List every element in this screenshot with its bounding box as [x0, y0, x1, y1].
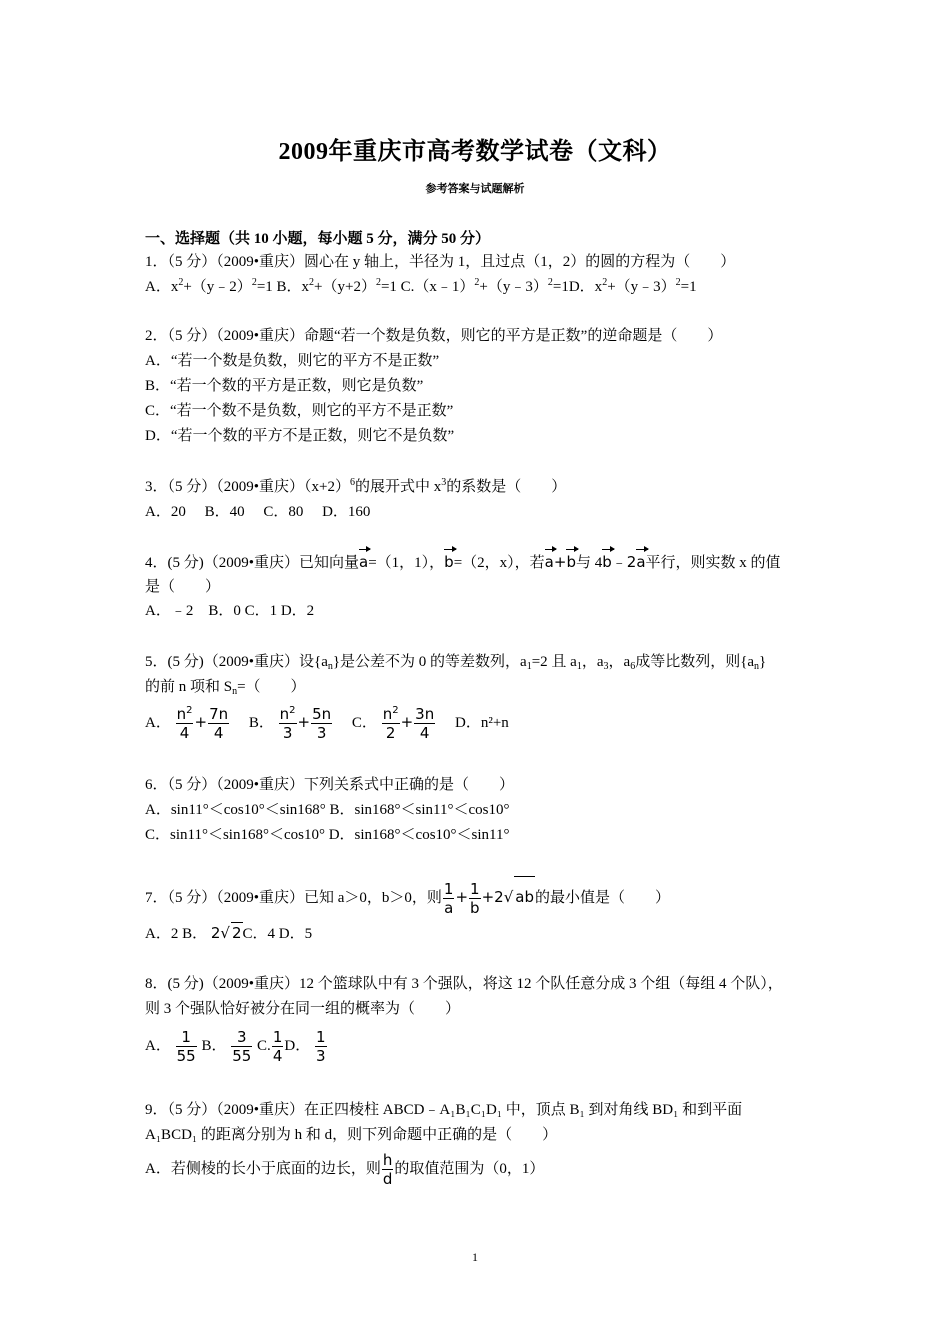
question-3-stem: 3．（5 分）（2009•重庆）$(x+2)^6$的展开式中 $x^3$的系数是（ ） — [145, 477, 567, 495]
question-9-option-a: A．若侧棱的长小于底面的边长，则 $\frac{h}{d}$ 的取值范围为（0，1） — [145, 1151, 545, 1189]
vector-a: a — [359, 553, 369, 571]
question-6-options-2: C．sin11°＜sin168°＜cos10° D．sin168°＜cos10°＜sin11° — [145, 827, 510, 843]
question-8-stem: 8．(5 分)（2009•重庆）12 个篮球队中有 3 个强队，将这 12 个队任意分成 3 个组（每组 4 个队）， — [145, 976, 783, 992]
question-9-stem: 9．（5 分）（2009•重庆）在正四棱柱 ABCD﹣A₁B₁C₁D₁ 中，顶点 B₁ 到对角线 BD₁ 和到平面 — [145, 1102, 743, 1118]
page-number: 1 — [472, 1250, 478, 1264]
question-4-stem: 4．(5 分)（2009•重庆）已知向量a=（1，1），b=（2，x），若a+b与 4b﹣2a平行，则实数 x 的值 — [145, 553, 781, 571]
question-2-option-a: A．“若一个数是负数，则它的平方不是正数” — [145, 353, 440, 369]
question-1-options: A．$x^2+(y﹣2)^2=1$ B．$x^2+(y+2)^2=1$ C.（x﹣1）$^2$+（y﹣3）$^2$=1D．$x^2+(y﹣3)^2=1$ — [145, 277, 697, 295]
question-7-options: A．2 B． 2√ 2C．4 D．5 — [145, 924, 313, 942]
question-5-stem: 5．(5 分)（2009•重庆）设$\{a_n\}$是公差不为 0 的等差数列，$a_1=2$ 且 $a_1$，$a_3$，$a_6$成等比数列，则$\{a_n\}$ — [145, 654, 767, 672]
question-6-options-1: A．sin11°＜cos10°＜sin168° B．sin168°＜sin11°＜cos10° — [145, 802, 510, 818]
question-2-option-d: D．“若一个数的平方不是正数，则它不是负数” — [145, 428, 455, 444]
question-9-stem-line2: A₁BCD₁ 的距离分别为 h 和 d，则下列命题中正确的是（ ） — [145, 1127, 558, 1143]
question-3-options: A．20 B．40 C．80 D．160 — [145, 504, 371, 520]
question-6-stem: 6．（5 分）（2009•重庆）下列关系式中正确的是（ ） — [145, 777, 515, 793]
question-1-stem: 1．（5 分）（2009•重庆）圆心在 y 轴上，半径为 1，且过点（1，2）的圆的方程为（ ） — [145, 254, 736, 270]
section-heading: 一、选择题（共 10 小题，每小题 5 分，满分 50 分） — [145, 231, 491, 247]
question-2-option-c: C．“若一个数不是负数，则它的平方不是正数” — [145, 403, 454, 419]
question-5-options: A． $\frac{n^2}{4}$ + $\frac{7n}{4}$ B． $\frac{n^2}{3}$ + $\frac{5n}{3}$ C． $\frac{n^2}{2}$ + $\frac{3n}{4}$ D．n²+n — [145, 705, 509, 743]
page-title: 2009年重庆市高考数学试卷（文科） — [278, 139, 672, 165]
question-4-options: A．﹣2 B．0 C．1 D．2 — [145, 603, 315, 619]
question-2-option-b: B．“若一个数的平方是正数，则它是负数” — [145, 378, 424, 394]
question-2-stem: 2．（5 分）（2009•重庆）命题“若一个数是负数，则它的平方是正数”的逆命题是（ ） — [145, 328, 723, 344]
question-7-stem: 7．（5 分）（2009•重庆）已知 a＞0，b＞0，则 $\frac{1}{a}$ + $\frac{1}{b}$ +2√ ab的最小值是（ ） — [145, 876, 670, 918]
vector-b: b — [444, 553, 454, 571]
question-4-stem-line2: 是（ ） — [145, 579, 221, 595]
question-8-options: A． $\frac{1}{55}$ B． $\frac{3}{55}$ C. $\frac{1}{4}$ D． $\frac{1}{3}$ — [145, 1028, 326, 1066]
question-5-stem-line2: 的前 n 项和 $S_n=$（ ） — [145, 679, 306, 697]
page-subtitle: 参考答案与试题解析 — [425, 183, 525, 195]
question-8-stem-line2: 则 3 个强队恰好被分在同一组的概率为（ ） — [145, 1001, 461, 1017]
